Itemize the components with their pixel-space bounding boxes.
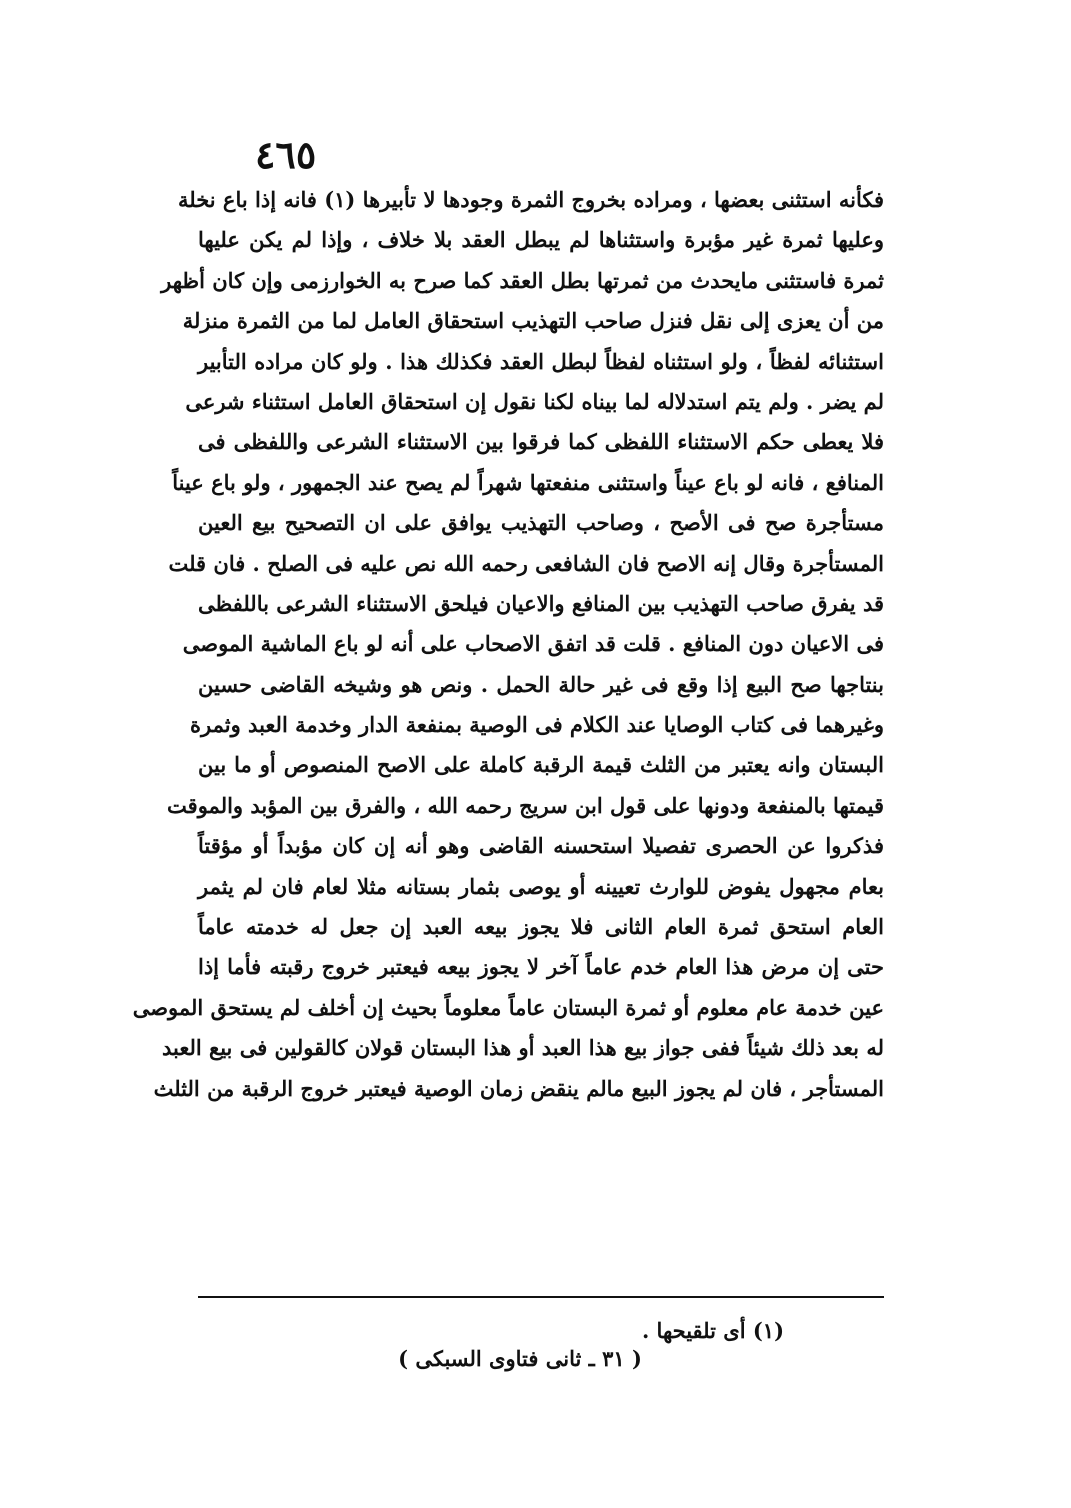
text-line: قد يفرق صاحب التهذيب بين المنافع والاعيان فيلحق الاستثناء الشرعى باللفظى (198, 590, 884, 616)
text-line: فى الاعيان دون المنافع . قلت قد اتفق الاصحاب على أنه لو باع الماشية الموصى (182, 631, 884, 657)
text-line: بنتاجها صح البيع إذا وقع فى غير حالة الحمل . ونص هو وشيخه القاضى حسين (198, 671, 884, 697)
text-line: استثنائه لفظاً ، ولو استثناه لفظاً لبطل العقد فكذلك هذا . ولو كان مراده التأبير (198, 348, 884, 374)
text-line: المنافع ، فانه لو باع عيناً واستثنى منفعتها شهراً لم يصح عند الجمهور ، ولو باع عيناً (172, 469, 884, 495)
text-line: فذكروا عن الحصرى تفصيلا استحسنه القاضى وهو أنه إن كان مؤبداً أو مؤقتاً (198, 833, 884, 859)
text-line: ثمرة فاستثنى مايحدث من ثمرتها بطل العقد كما صرح به الخوارزمى وإن كان أظهر (161, 267, 884, 293)
text-line: لم يضر . ولم يتم استدلاله لما بيناه لكنا نقول إن استحقاق العامل استثناء شرعى (185, 388, 884, 414)
text-line: البستان وانه يعتبر من الثلث قيمة الرقبة كاملة على الاصح المنصوص أو ما بين (198, 752, 884, 778)
footnote-divider (198, 1296, 884, 1298)
text-line: المستأجر ، فان لم يجوز البيع مالم ينقض زمان الوصية فيعتبر خروج الرقبة من الثلث (153, 1075, 884, 1101)
text-line: عين خدمة عام معلوم أو ثمرة البستان عاماً معلوماً بحيث إن أخلف لم يستحق الموصى (132, 994, 884, 1020)
page-number: ٤٦٥ (255, 132, 317, 177)
text-line: العام استحق ثمرة العام الثانى فلا يجوز بيعه العبد إن جعل له خدمته عاماً (198, 914, 884, 940)
text-line: فلا يعطى حكم الاستثناء اللفظى كما فرقوا بين الاستثناء الشرعى واللفظى فى (198, 429, 884, 455)
text-line: وغيرهما فى كتاب الوصايا عند الكلام فى الوصية بمنفعة الدار وخدمة العبد وثمرة (190, 712, 884, 738)
footnote: (١) أى تلقيحها . (641, 1318, 784, 1343)
text-line: من أن يعزى إلى نقل فنزل صاحب التهذيب استحقاق العامل لما من الثمرة منزلة (182, 308, 884, 334)
text-line: بعام مجهول يفوض للوارث تعيينه أو يوصى بثمار بستانه مثلا لعام فان لم يثمر (198, 873, 884, 899)
text-line: المستأجرة وقال إنه الاصح فان الشافعى رحمه الله نص عليه فى الصلح . فان قلت (168, 550, 884, 576)
text-line: فكأنه استثنى بعضها ، ومراده بخروج الثمرة وجودها لا تأبيرها (١) فانه إذا باع نخلة (178, 187, 884, 212)
text-line: قيمتها بالمنفعة ودونها على قول ابن سريج رحمه الله ، والفرق بين المؤبد والموقت (167, 792, 884, 818)
page-signature: ( ٣١ ـ ثانى فتاوى السبكى ) (398, 1346, 642, 1371)
text-line: حتى إن مرض هذا العام خدم عاماً آخر لا يجوز بيعه فيعتبر خروج رقبته فأما إذا (198, 954, 884, 980)
text-line: وعليها ثمرة غير مؤبرة واستثناها لم يبطل العقد بلا خلاف ، وإذا لم يكن عليها (198, 227, 884, 253)
body-text (132, 180, 884, 1109)
text-line: له بعد ذلك شيئاً ففى جواز بيع هذا العبد أو هذا البستان قولان كالقولين فى بيع العبد (162, 1035, 884, 1061)
text-line: مستأجرة صح فى الأصح ، وصاحب التهذيب يوافق على ان التصحيح بيع العين (198, 510, 884, 536)
